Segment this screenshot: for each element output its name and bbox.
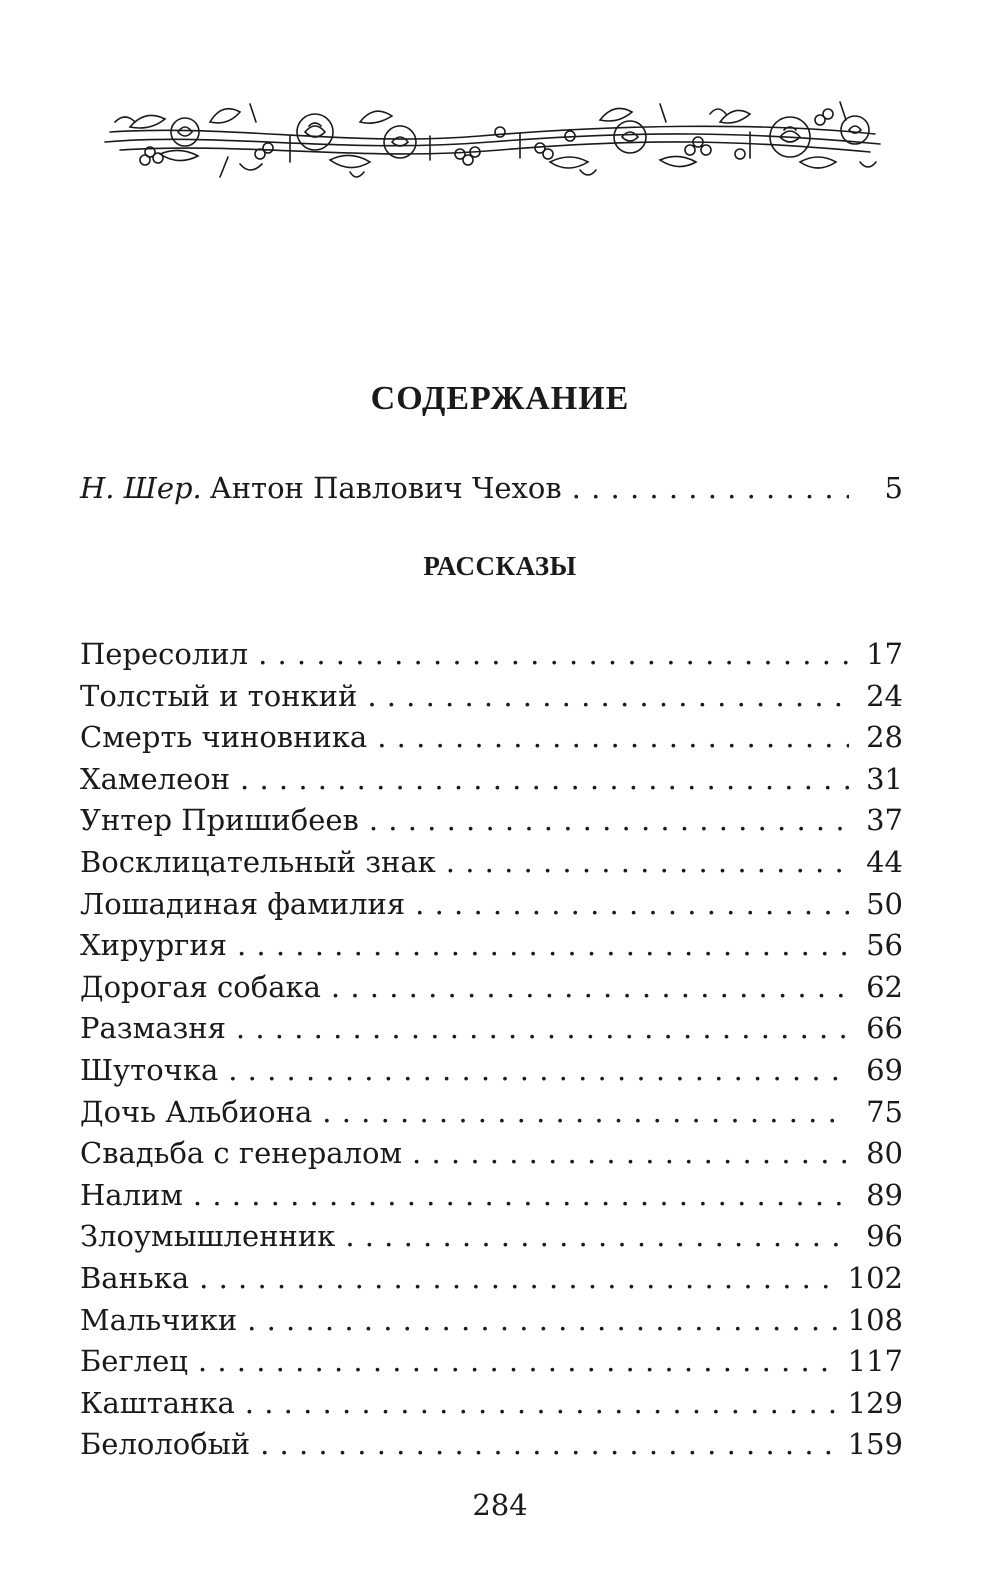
toc-entry[interactable] <box>80 634 903 674</box>
toc-entry[interactable] <box>80 759 903 799</box>
toc-entry-page: 108 <box>847 1303 903 1337</box>
toc-entry[interactable] <box>80 1300 903 1340</box>
floral-garland-ornament <box>100 92 885 192</box>
toc-entry-page: 28 <box>866 720 903 754</box>
leader-dots <box>369 800 849 840</box>
toc-entry-page: 159 <box>847 1427 903 1461</box>
toc-entry[interactable] <box>80 1341 903 1381</box>
toc-entry-title: Хамелеон <box>80 762 231 796</box>
toc-entry[interactable] <box>80 800 903 840</box>
toc-entry-title: Восклицательный знак <box>80 845 436 879</box>
toc-entry-page: 56 <box>866 928 903 962</box>
leader-dots <box>412 1133 849 1173</box>
toc-entry-title: Толстый и тонкий <box>80 679 358 713</box>
toc-entry-title: Шуточка <box>80 1053 219 1087</box>
toc-entry-page: 66 <box>866 1011 903 1045</box>
toc-entry[interactable] <box>80 884 903 924</box>
toc-entry-title: Размазня <box>80 1011 226 1045</box>
toc-intro-row[interactable] <box>80 468 903 508</box>
toc-entry-page: 17 <box>866 637 903 671</box>
leader-dots <box>240 759 849 799</box>
toc-entry-title: Смерть чиновника <box>80 720 368 754</box>
toc-entry-page: 89 <box>866 1178 903 1212</box>
toc-entry[interactable] <box>80 967 903 1007</box>
toc-entry-page: 37 <box>866 803 903 837</box>
toc-entry-title: Злоумышленник <box>80 1219 336 1253</box>
page-title: СОДЕРЖАНИЕ <box>370 380 630 417</box>
toc-entry[interactable] <box>80 1092 903 1132</box>
toc-entry[interactable] <box>80 1424 903 1464</box>
toc-entry-title: Белолобый <box>80 1427 251 1461</box>
toc-entry-page: 96 <box>866 1219 903 1253</box>
toc-entry-title: Дорогая собака <box>80 970 321 1004</box>
page-number: 284 <box>472 1488 528 1522</box>
toc-entry[interactable] <box>80 676 903 716</box>
toc-intro-page: 5 <box>884 471 903 505</box>
toc-entry[interactable] <box>80 1008 903 1048</box>
leader-dots <box>367 676 849 716</box>
leader-dots <box>260 1424 838 1464</box>
toc-entry-page: 62 <box>866 970 903 1004</box>
toc-entry-page: 31 <box>866 762 903 796</box>
leader-dots <box>199 1258 838 1298</box>
toc-entry-title: Лошадиная фамилия <box>80 887 406 921</box>
leader-dots <box>237 925 849 965</box>
leader-dots <box>377 717 849 757</box>
toc-entry[interactable] <box>80 1258 903 1298</box>
toc-entry-title: Дочь Альбиона <box>80 1095 313 1129</box>
toc-entry-title: Беглец <box>80 1344 188 1378</box>
leader-dots <box>331 967 849 1007</box>
toc-entry[interactable] <box>80 1050 903 1090</box>
leader-dots <box>258 634 849 674</box>
toc-intro-author: Н. Шер. <box>80 471 202 505</box>
leader-dots <box>198 1341 838 1381</box>
toc-entry[interactable] <box>80 717 903 757</box>
toc-entry-title: Унтер Пришибеев <box>80 803 359 837</box>
leader-dots <box>322 1092 849 1132</box>
toc-entry[interactable] <box>80 1175 903 1215</box>
toc-entry-page: 69 <box>866 1053 903 1087</box>
toc-entry-page: 102 <box>847 1261 903 1295</box>
toc-entry-page: 117 <box>847 1344 903 1378</box>
toc-entry-page: 24 <box>866 679 903 713</box>
toc-entry-title: Каштанка <box>80 1386 235 1420</box>
toc-entry[interactable] <box>80 842 903 882</box>
toc-entry[interactable] <box>80 1216 903 1256</box>
toc-entry-page: 80 <box>866 1136 903 1170</box>
toc-entry-page: 75 <box>866 1095 903 1129</box>
leader-dots <box>236 1008 849 1048</box>
toc-entry-page: 129 <box>847 1386 903 1420</box>
toc-entry[interactable] <box>80 925 903 965</box>
toc-entry[interactable] <box>80 1133 903 1173</box>
leader-dots <box>247 1300 837 1340</box>
toc-entry[interactable] <box>80 1383 903 1423</box>
toc-entry-title: Мальчики <box>80 1303 238 1337</box>
leader-dots <box>345 1216 849 1256</box>
toc-entry-title: Хирургия <box>80 928 227 962</box>
toc-entry-title: Ванька <box>80 1261 190 1295</box>
toc-entry-title: Свадьба с генералом <box>80 1136 403 1170</box>
toc-entry-page: 50 <box>866 887 903 921</box>
toc-entry-title: Налим <box>80 1178 183 1212</box>
leader-dots <box>446 842 849 882</box>
leader-dots <box>415 884 849 924</box>
leader-dots <box>228 1050 849 1090</box>
leader-dots <box>245 1383 838 1423</box>
toc-entry-page: 44 <box>866 845 903 879</box>
toc-intro-title: Антон Павлович Чехов <box>209 471 562 505</box>
toc-entry-title: Пересолил <box>80 637 249 671</box>
section-title: РАССКАЗЫ <box>423 551 577 581</box>
leader-dots <box>572 468 849 508</box>
leader-dots <box>193 1175 849 1215</box>
